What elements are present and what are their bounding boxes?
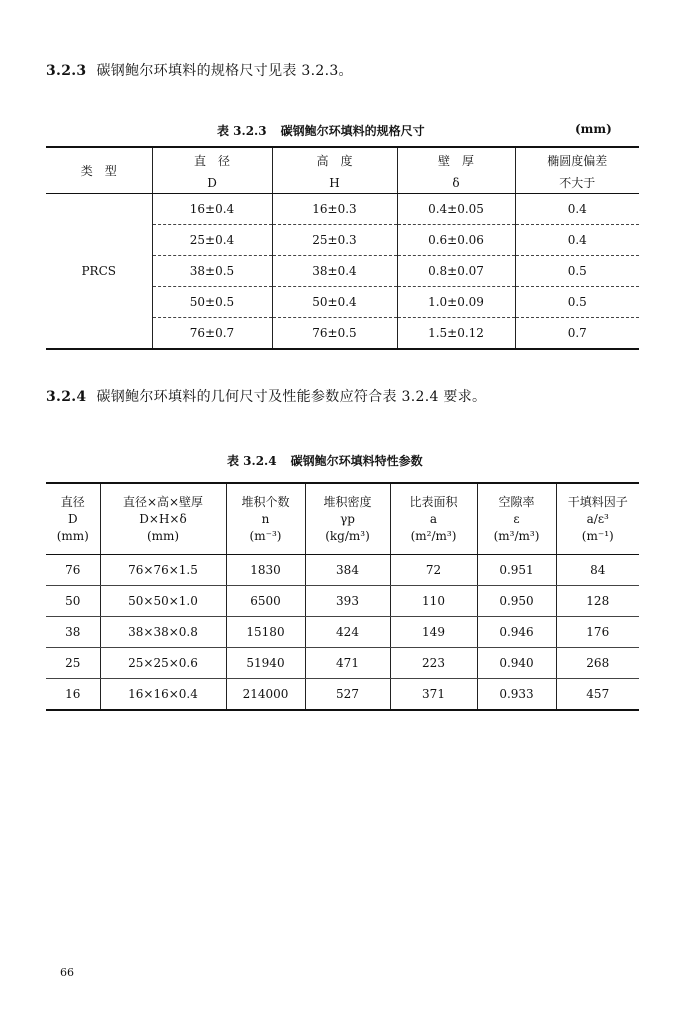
table1-cell: 25±0.3 [272, 225, 397, 256]
table-row [46, 648, 639, 679]
table2-cell: 527 [305, 679, 390, 711]
section-number: 3.2.3 [46, 63, 87, 79]
table2-cell: 0.940 [477, 648, 556, 679]
section-3-2-4 [46, 386, 486, 406]
table2-cell: 25 [46, 648, 100, 679]
table2-cell: 50×50×1.0 [100, 586, 226, 617]
table2-cell: 371 [390, 679, 477, 711]
table1-cell: 50±0.4 [272, 287, 397, 318]
table2-cell: 1830 [226, 555, 305, 586]
table2-cell: 214000 [226, 679, 305, 711]
table2-cell: 51940 [226, 648, 305, 679]
table-row [46, 194, 639, 225]
page-number: 66 [60, 966, 74, 979]
table2-cell: 0.933 [477, 679, 556, 711]
table2-header-cell: 堆积密度 γp (kg/m³) [305, 483, 390, 555]
table2-cell: 223 [390, 648, 477, 679]
table2-cell: 6500 [226, 586, 305, 617]
table1-cell: 0.4 [515, 194, 639, 225]
table2-cell: 76 [46, 555, 100, 586]
table2-header-cell: 空隙率 ε (m³/m³) [477, 483, 556, 555]
table2-cell: 384 [305, 555, 390, 586]
section-text: 碳钢鲍尔环填料的几何尺寸及性能参数应符合表 3.2.4 要求。 [96, 389, 487, 405]
table-row [46, 617, 639, 648]
table2-cell: 393 [305, 586, 390, 617]
table2-caption-number: 表 3.2.4 [227, 454, 277, 468]
table2-header-cell: 堆积个数 n (m⁻³) [226, 483, 305, 555]
table1-type-value: PRCS [81, 264, 116, 278]
table1-caption-title: 碳钢鲍尔环填料的规格尺寸 [280, 124, 425, 138]
table2-caption [227, 452, 423, 469]
table1-header-type: 类 型 [46, 147, 152, 194]
table1-header-diameter: 直 径 [152, 147, 272, 172]
table2-header-cell: 干填料因子 a/ε³ (m⁻¹) [556, 483, 639, 555]
table2-cell: 424 [305, 617, 390, 648]
table1-cell: 1.5±0.12 [397, 318, 515, 350]
table1-header-ellipse-sub: 不大于 [515, 172, 639, 194]
table1-cell: 1.0±0.09 [397, 287, 515, 318]
table1-caption-number: 表 3.2.3 [217, 124, 267, 138]
table2-header-row [46, 483, 639, 555]
table2-cell: 457 [556, 679, 639, 711]
table2-cell: 15180 [226, 617, 305, 648]
table2-cell: 38×38×0.8 [100, 617, 226, 648]
table1-spec-dimensions [46, 146, 639, 350]
table1-cell: 76±0.5 [272, 318, 397, 350]
table2-cell: 0.951 [477, 555, 556, 586]
table2-cell: 0.950 [477, 586, 556, 617]
table1-header-wall-symbol: δ [397, 172, 515, 194]
section-3-2-3 [46, 60, 353, 80]
section-number: 3.2.4 [46, 389, 87, 405]
table1-unit: (mm) [575, 122, 612, 136]
table2-characteristics [46, 482, 639, 711]
table2-cell: 128 [556, 586, 639, 617]
table1-cell: 0.4 [515, 225, 639, 256]
table1-header-height: 高 度 [272, 147, 397, 172]
table1-header-diameter-symbol: D [152, 172, 272, 194]
table-row [46, 555, 639, 586]
table1-cell: 16±0.4 [152, 194, 272, 225]
table2-cell: 268 [556, 648, 639, 679]
table-row [46, 586, 639, 617]
table1-header-height-symbol: H [272, 172, 397, 194]
table2-cell: 0.946 [477, 617, 556, 648]
table2-cell: 110 [390, 586, 477, 617]
table1-header-ellipse: 椭圆度偏差 [515, 147, 639, 172]
table2-header-cell: 比表面积 a (m²/m³) [390, 483, 477, 555]
table1-cell: 0.4±0.05 [397, 194, 515, 225]
table1-cell: 16±0.3 [272, 194, 397, 225]
table2-cell: 76×76×1.5 [100, 555, 226, 586]
table1-cell: 0.5 [515, 256, 639, 287]
table2-cell: 149 [390, 617, 477, 648]
table2-cell: 471 [305, 648, 390, 679]
table1-cell: 50±0.5 [152, 287, 272, 318]
table2-cell: 50 [46, 586, 100, 617]
table2-cell: 16×16×0.4 [100, 679, 226, 711]
table2-header-cell: 直径×高×壁厚 D×H×δ (mm) [100, 483, 226, 555]
table2-cell: 84 [556, 555, 639, 586]
table1-cell: 38±0.5 [152, 256, 272, 287]
table2-cell: 25×25×0.6 [100, 648, 226, 679]
table1-cell: 76±0.7 [152, 318, 272, 350]
table1-cell: 25±0.4 [152, 225, 272, 256]
table1-cell: 38±0.4 [272, 256, 397, 287]
section-text: 碳钢鲍尔环填料的规格尺寸见表 3.2.3。 [96, 63, 353, 79]
table1-caption [217, 122, 612, 139]
table1-cell: 0.8±0.07 [397, 256, 515, 287]
table1-cell: 0.7 [515, 318, 639, 350]
table2-cell: 176 [556, 617, 639, 648]
table2-cell: 38 [46, 617, 100, 648]
table1-cell: 0.5 [515, 287, 639, 318]
table2-caption-title: 碳钢鲍尔环填料特性参数 [290, 454, 423, 468]
table2-header-cell: 直径 D (mm) [46, 483, 100, 555]
table-row [46, 679, 639, 711]
table2-cell: 16 [65, 687, 81, 701]
table1-header-row [46, 147, 639, 172]
table1-header-wall: 壁 厚 [397, 147, 515, 172]
table2-cell: 72 [390, 555, 477, 586]
table1-cell: 0.6±0.06 [397, 225, 515, 256]
